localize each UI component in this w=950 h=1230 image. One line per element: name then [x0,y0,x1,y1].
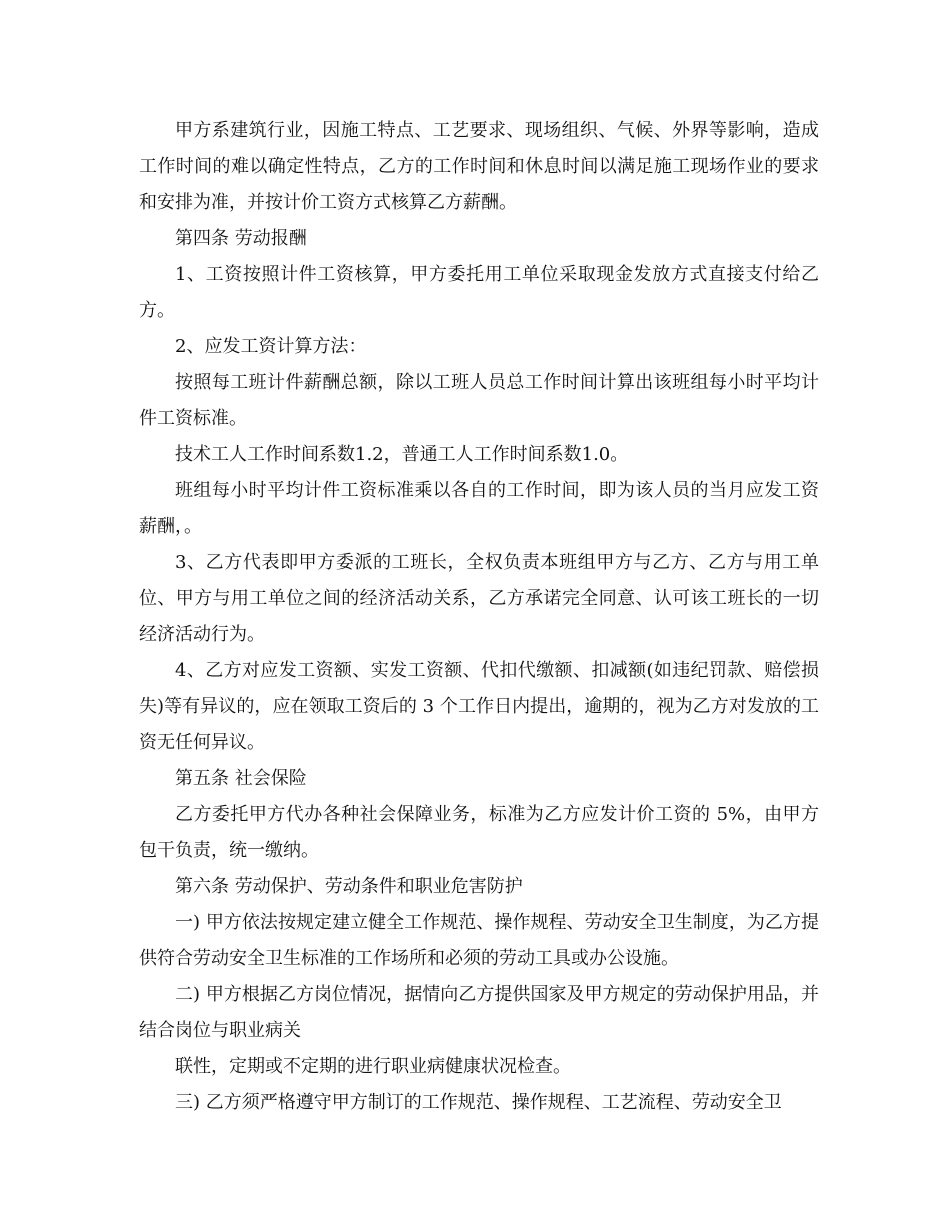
paragraph-protective-equipment: 二) 甲方根据乙方岗位情况，据情向乙方提供国家及甲方规定的劳动保护用品，并结合岗位与职业病关 [139,984,819,1041]
paragraph-health-check: 联性，定期或不定期的进行职业病健康状况检查。 [175,1056,571,1077]
paragraph-safety-rules: 一) 甲方依法按规定建立健全工作规范、操作规程、劳动安全卫生制度，为乙方提供符合劳动安全卫生标准的工作场所和必须的劳动工具或办公设施。 [139,912,819,969]
paragraph-compliance: 三) 乙方须严格遵守甲方制订的工作规范、操作规程、工艺流程、劳动安全卫 [175,1092,782,1113]
paragraph-work-hours: 甲方系建筑行业，因施工特点、工艺要求、现场组织、气候、外界等影响，造成工作时间的难以确定性特点，乙方的工作时间和休息时间以满足施工现场作业的要求和安排为准，并按计价工资方式核算乙方薪酬。 [139,120,819,213]
paragraph-wage-standard: 按照每工班计件薪酬总额，除以工班人员总工作时间计算出该班组每小时平均计件工资标准。 [139,372,819,429]
paragraph-wage-objection: 4、乙方对应发工资额、实发工资额、代扣代缴额、扣减额(如违纪罚款、赔偿损失)等有异议的，应在领取工资后的 3 个工作日内提出，逾期的，视为乙方对发放的工资无任何异议。 [139,660,819,753]
document-body [139,113,819,1121]
paragraph-social-insurance: 乙方委托甲方代办各种社会保障业务，标准为乙方应发计价工资的 5%，由甲方包干负责，统一缴纳。 [139,804,819,861]
section-heading-article-5: 第五条 社会保险 [175,768,307,789]
paragraph-wage-calculation-title: 2、应发工资计算方法： [175,336,367,357]
section-heading-article-6: 第六条 劳动保护、劳动条件和职业危害防护 [175,876,523,897]
paragraph-time-coefficient: 技术工人工作时间系数1.2，普通工人工作时间系数1.0。 [175,444,629,465]
section-heading-article-4: 第四条 劳动报酬 [175,228,307,249]
paragraph-team-leader: 3、乙方代表即甲方委派的工班长，全权负责本班组甲方与乙方、乙方与用工单位、甲方与用工单位之间的经济活动关系，乙方承诺完全同意、认可该工班长的一切经济活动行为。 [139,552,819,645]
paragraph-wage-payment: 1、工资按照计件工资核算，甲方委托用工单位采取现金发放方式直接支付给乙方。 [139,264,819,321]
paragraph-monthly-wage: 班组每小时平均计件工资标准乘以各自的工作时间，即为该人员的当月应发工资薪酬，。 [139,480,819,537]
